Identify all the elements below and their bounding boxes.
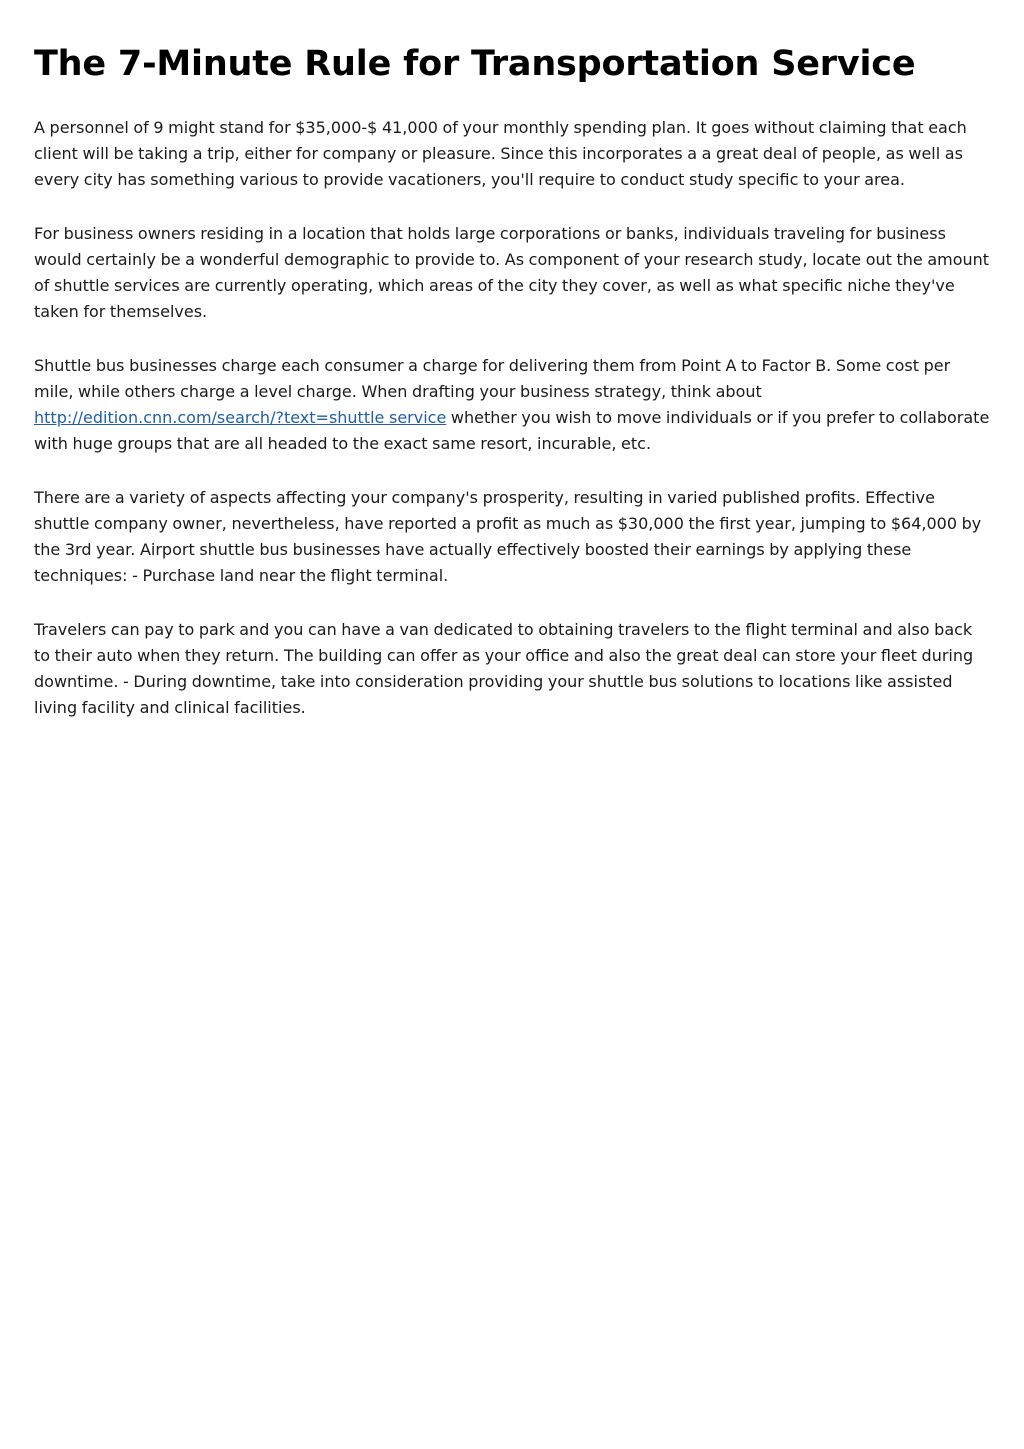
paragraph-2: For business owners residing in a location that holds large corporations or banks, individuals traveling for business would certainly be a wonderful demographic to provide to. As component of your research study, locate out the amount of shuttle services are currently operating, which areas of the city they cover, as well as what specific niche they've taken for themselves. <box>34 224 990 321</box>
paragraph-5: Travelers can pay to park and you can have a van dedicated to obtaining travelers to the flight terminal and also back to their auto when they return. The building can offer as your office and also the great deal can store your fleet during downtime. - During downtime, take into consideration providing your shuttle bus solutions to locations like assisted living facility and clinical facilities. <box>34 620 974 717</box>
paragraph-4: There are a variety of aspects affecting your company's prosperity, resulting in varied published profits. Effective shuttle company owner, nevertheless, have reported a profit as much as $30,000 the first year, jumping to $64,000 by the 3rd year. Airport shuttle bus businesses have actually effectively boosted their earnings by applying these techniques: - Purchase land near the flight terminal. <box>34 488 982 585</box>
page-title: The 7-Minute Rule for Transportation Service <box>34 44 916 84</box>
document-page <box>0 0 1024 721</box>
paragraph-3-text-after: whether you wish to move individuals or if you prefer to collaborate with huge groups that are all headed to the exact same resort, incurable, etc. <box>34 408 990 453</box>
shuttle-service-link[interactable]: http://edition.cnn.com/search/?text=shuttle service <box>34 408 447 427</box>
paragraph-3 <box>34 353 990 457</box>
paragraph-1: A personnel of 9 might stand for $35,000-$ 41,000 of your monthly spending plan. It goes without claiming that each client will be taking a trip, either for company or pleasure. Since this incorporates a a great deal of people, as well as every city has something various to provide vacationers, you'll require to conduct study specific to your area. <box>34 118 967 189</box>
paragraph-3-text-before: Shuttle bus businesses charge each consumer a charge for delivering them from Point A to Factor B. Some cost per mile, while others charge a level charge. When drafting your business strategy, think about <box>34 356 951 401</box>
